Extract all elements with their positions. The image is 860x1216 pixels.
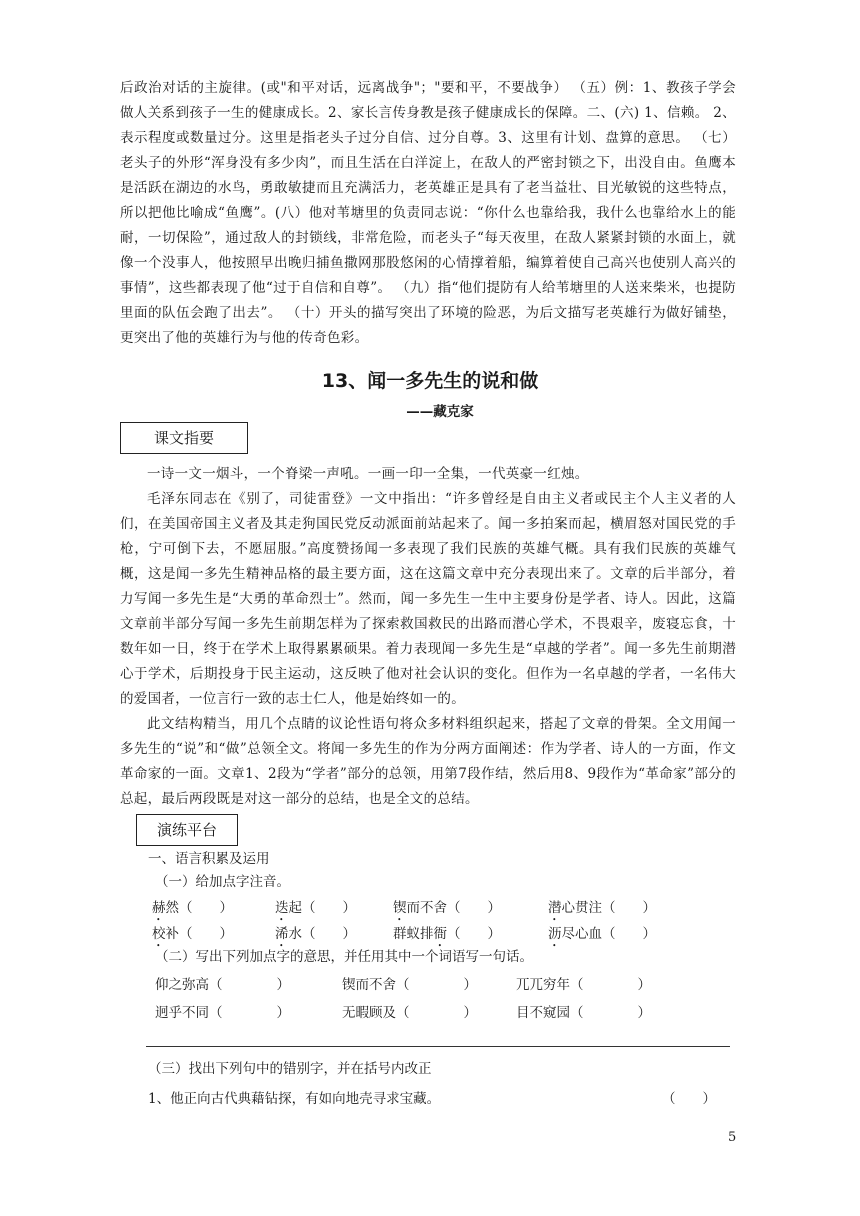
pinyin-item: 锲而不舍（ ） <box>393 900 501 916</box>
pinyin-item: 群蚁排衙（ ） <box>393 926 501 942</box>
guide-paragraph-1: 一诗一文一烟斗，一个脊梁一声吼。一画一印一全集，一代英豪一红烛。 <box>147 466 589 482</box>
pinyin-item: 校补（ ） <box>152 926 233 942</box>
section-label-guide: 课文指要 <box>120 422 248 454</box>
pinyin-item: 浠水（ ） <box>275 926 356 942</box>
guide-paragraph-3: 此文结构精当，用几个点睛的议论性语句将众多材料组织起来，搭起了文章的骨架。全文用闻一多先生的“说”和“做”总领全文。将闻一多先生的作为分两方面阐述：作为学者、诗人的一方面，作文革命家的一面。文章1、2段为“学者”部分的总领，用第7段作结，然后用8、9段作为“革命家”部分的总起，最后两段既是对这一部分的总结，也是全文的总结。 <box>120 716 736 807</box>
emphasis-char: 沥 <box>548 926 562 942</box>
emphasis-char: 衙 <box>433 926 447 942</box>
page-number: 5 <box>728 1130 737 1145</box>
question-1-heading: （一）给加点字注音。 <box>155 874 290 890</box>
lesson-author: ——藏克家 <box>406 404 474 420</box>
answer-blank: （ ） <box>662 1091 716 1107</box>
meaning-item: 目不窥园（ ） <box>516 1005 651 1021</box>
meaning-item: 迥乎不同（ ） <box>155 1005 290 1021</box>
pinyin-item: 迭起（ ） <box>275 900 356 916</box>
answer-line <box>146 1046 730 1047</box>
previous-answers-block: 后政治对话的主旋律。(或"和平对话，远离战争"；"要和平，不要战争） （五）例：1、教孩子学会做人关系到孩子一生的健康成长。2、家长言传身教是孩子健康成长的保障。二、(六) 1、信赖。 2、表示程度或数量过分。这里是指老头子过分自信、过分自尊。3、这里有计划、盘算的意思。 （七）老头子的外形“浑身没有多少肉”，而且生活在白洋淀上，在敌人的严密封锁之下，出没自由。鱼鹰本是活跃在湖边的水鸟，勇敢敏捷而且充满活力，老英雄正是具有了老当益壮、目光敏锐的这些特点，所以把他比喻成“鱼鹰”。(八）他对苇塘里的负责同志说：“你什么也靠给我，我什么也靠给水上的能耐，一切保险”，通过敌人的封锁线，非常危险，而老头子“每天夜里，在敌人紧紧封锁的水面上，就像一个没事人，他按照早出晚归捕鱼撒网那股悠闲的心情撑着船，编算着使自己高兴也使别人高兴的事情”，这些都表现了他“过于自信和自尊”。 （九）指“他们提防有人给苇塘里的人送来柴米，也提防里面的队伍会跑了出去”。 （十）开头的描写突出了环境的险恶，为后文描写老英雄行为做好铺垫，更突出了他的英雄行为与他的传奇色彩。 <box>120 80 736 346</box>
meaning-item: 锲而不舍（ ） <box>342 977 477 993</box>
question-3-item: 1、他正向古代典藉钻探，有如向地壳寻求宝藏。 <box>148 1091 441 1107</box>
question-heading: 一、语言积累及运用 <box>148 851 270 867</box>
meaning-item: 兀兀穷年（ ） <box>516 977 651 993</box>
question-3-heading: （三）找出下列句中的错别字，并在括号内改正 <box>148 1061 432 1077</box>
meaning-item: 仰之弥高（ ） <box>155 977 290 993</box>
question-2-heading: （二）写出下列加点字的意思，并任用其中一个词语写一句话。 <box>155 949 533 965</box>
guide-paragraph-2: 毛泽东同志在《别了，司徒雷登》一文中指出：“许多曾经是自由主义者或民主个人主义者的人们，在美国帝国主义者及其走狗国民党反动派面前站起来了。闻一多拍案而起，横眉怒对国民党的手枪，宁可倒下去，不愿屈服。”高度赞扬闻一多表现了我们民族的英雄气概。具有我们民族的英雄气概，这是闻一多先生精神品格的最主要方面，这在这篇文章中充分表现出来了。文章的后半部分，着力写闻一多先生是“大勇的革命烈士”。然而，闻一多先生一生中主要身份是学者、诗人。因此，这篇文章前半部分写闻一多先生前期怎样为了探索救国救民的出路而潜心学术，不畏艰辛，废寝忘食，十数年如一日，终于在学术上取得累累硕果。着力表现闻一多先生是“卓越的学者”。闻一多先生前期潜心于学术，后期投身于民主运动，这反映了他对社会认识的变化。但作为一名卓越的学者，一名伟大的爱国者，一位言行一致的志士仁人，他是始终如一的。 <box>120 491 736 707</box>
lesson-title: 13、闻一多先生的说和做 <box>321 370 539 392</box>
pinyin-item: 沥尽心血（ ） <box>548 926 656 942</box>
section-label-practice: 演练平台 <box>136 814 238 846</box>
pinyin-item: 赫然（ ） <box>152 900 233 916</box>
pinyin-item: 潜心贯注（ ） <box>548 900 656 916</box>
meaning-item: 无暇顾及（ ） <box>342 1005 477 1021</box>
